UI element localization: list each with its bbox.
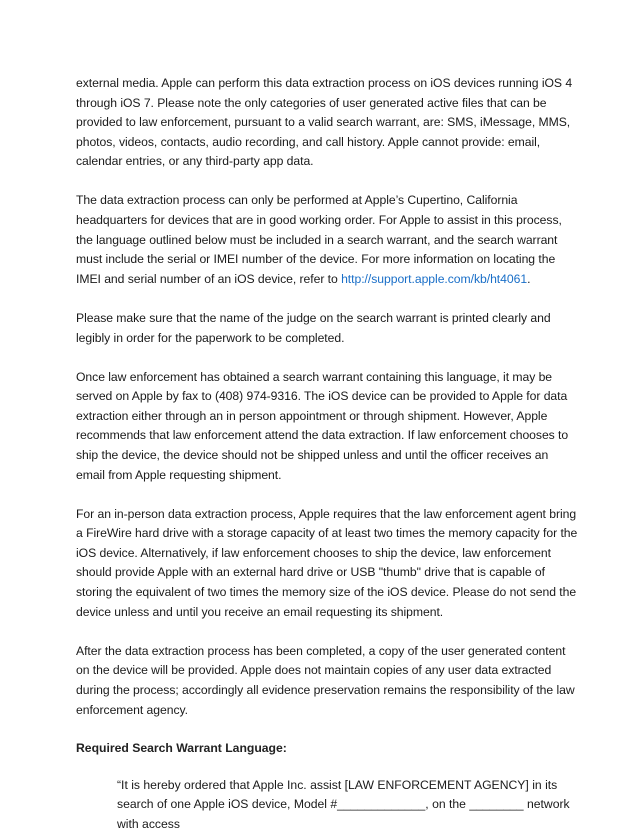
paragraph-judge-name: Please make sure that the name of the judge on the search warrant is printed clearly and legibly in order for the paperwork to be completed.	[76, 310, 551, 345]
warrant-language-quote: “It is hereby ordered that Apple Inc. assist [LAW ENFORCEMENT AGENCY] in its search of one Apple iOS device, Model #_____________, on the ________ network with access	[117, 777, 570, 831]
paragraph-in-person-process: For an in-person data extraction process, Apple requires that the law enforcement agent bring a FireWire hard drive with a storage capacity of at least two times the memory capacity for the iOS device. Alternatively, if law enforcement chooses to ship the device, law enforcement should provide Apple with an external hard drive or USB "thumb" drive that is capable of storing the equivalent of two times the memory size of the iOS device. Please do not send the device unless and until you receive an email requesting its shipment.	[76, 506, 578, 619]
support-link[interactable]: http://support.apple.com/kb/ht4061	[341, 271, 528, 286]
paragraph-extraction-scope: external media. Apple can perform this data extraction process on iOS devices running iOS 4 through iOS 7. Please note the only categories of user generated active files that can be provided to law enforcement, pursuant to a valid search warrant, are: SMS, iMessage, MMS, photos, videos, contacts, audio recording, and call history. Apple cannot provide: email, calendar entries, or any third-party app data.	[76, 76, 573, 169]
paragraph-warrant-service: Once law enforcement has obtained a search warrant containing this language, it may be served on Apple by fax to (408) 974-9316. The iOS device can be provided to Apple for data extraction either through an in person appointment or through shipment. However, Apple recommends that law enforcement attend the data extraction. If law enforcement chooses to ship the device, the device should not be shipped unless and until the officer receives an email from Apple requesting shipment.	[76, 369, 569, 482]
paragraph-after-extraction: After the data extraction process has been completed, a copy of the user generated content on the device will be provided. Apple does not maintain copies of any user data extracted during the process; accordingly all evidence preservation remains the responsibility of the law enforcement agency.	[76, 643, 575, 717]
paragraph-cupertino-text: The data extraction process can only be performed at Apple’s Cupertino, California headquarters for devices that are in good working order. For Apple to assist in this process, the language outlined below must be included in a search warrant, and the search warrant must include the serial or IMEI number of the device. For more information on locating the IMEI and serial number of an iOS device, refer to	[76, 193, 562, 286]
paragraph-cupertino-requirements	[76, 191, 578, 289]
paragraph-cupertino-end: .	[527, 271, 531, 286]
section-heading: Required Search Warrant Language:	[76, 741, 287, 756]
